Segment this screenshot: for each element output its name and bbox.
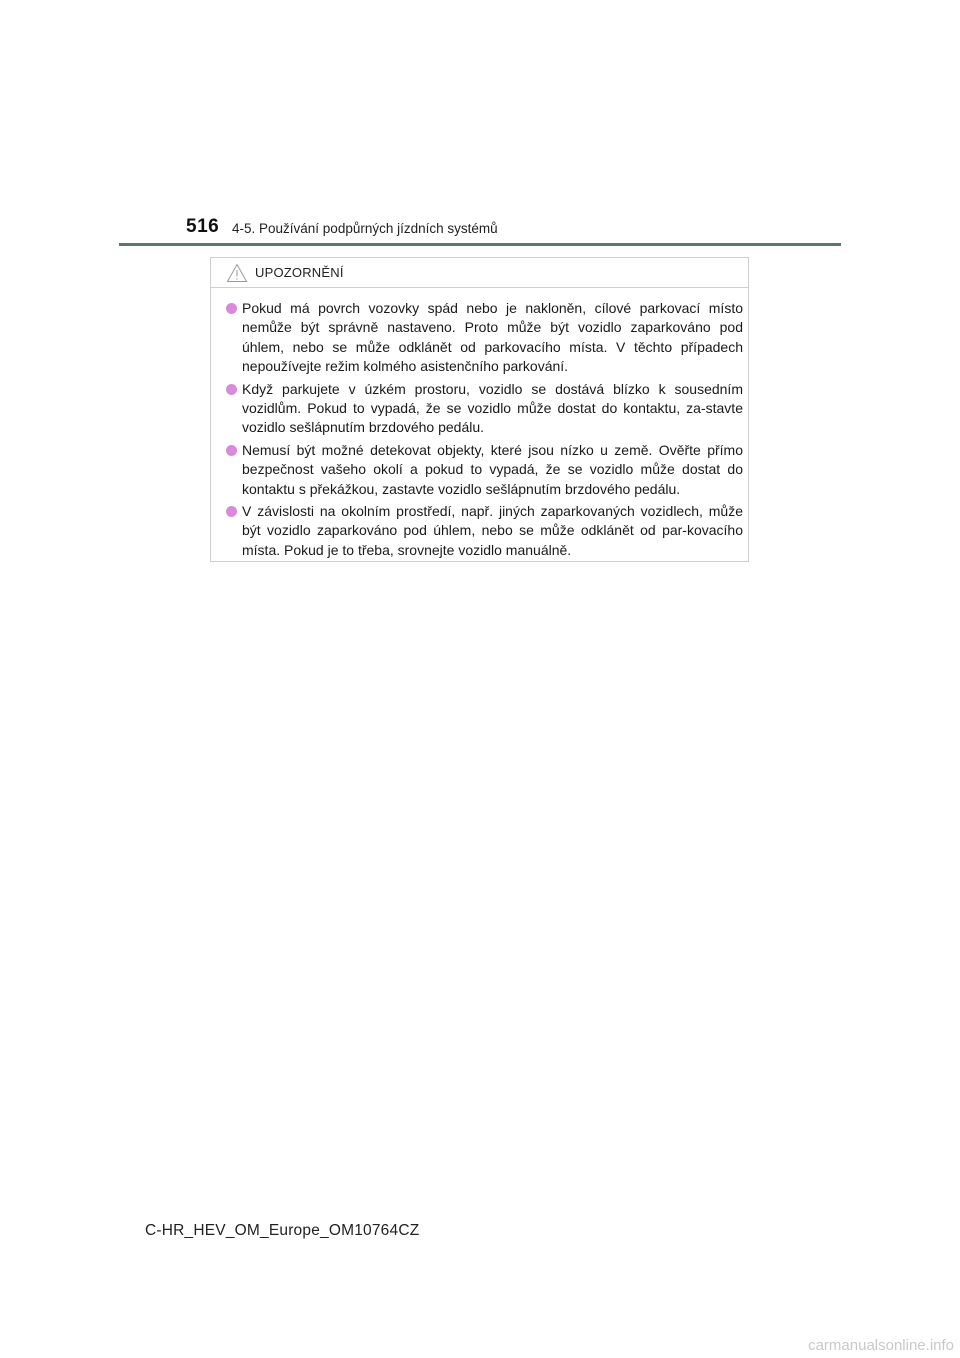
warning-item-text: Nemusí být možné detekovat objekty, které jsou nízko u země. Ověřte přímo bezpečnost vašeho okolí a pokud to vypadá, že se vozidlo může dostat do kontaktu s překážkou, zastavte vozidlo sešlápnutím brzdového pedálu. <box>242 441 743 497</box>
bullet-dot-icon <box>226 384 237 395</box>
warning-item <box>225 502 743 560</box>
warning-item <box>225 441 743 499</box>
warning-list <box>225 299 743 563</box>
watermark: carmanualsonline.info <box>808 1337 954 1354</box>
warning-item <box>225 299 743 377</box>
warning-item-text: Když parkujete v úzkém prostoru, vozidlo se dostává blízko k sousedním vozidlům. Pokud to vypadá, že se vozidlo může dostat do kontaktu, za-stavte vozidlo sešlápnutím brzdového pedálu. <box>242 380 743 436</box>
warning-item <box>225 380 743 438</box>
bullet-dot-icon <box>226 445 237 456</box>
warning-header <box>211 258 748 288</box>
warning-label: UPOZORNĚNÍ <box>255 265 344 280</box>
warning-item-text: V závislosti na okolním prostředí, např. jiných zaparkovaných vozidlech, může být vozidlo zaparkováno pod úhlem, nebo se může odklánět od par-kovacího místa. Pokud je to třeba, srovnejte vozidlo manuálně. <box>242 503 743 558</box>
warning-triangle-icon <box>226 263 248 283</box>
section-title: 4-5. Používání podpůrných jízdních systémů <box>232 221 498 236</box>
page-number: 516 <box>186 216 220 237</box>
document-code: C-HR_HEV_OM_Europe_OM10764CZ <box>145 1222 420 1239</box>
warning-box <box>210 257 749 562</box>
bullet-dot-icon <box>226 506 237 517</box>
header-divider <box>119 243 841 246</box>
warning-item-text: Pokud má povrch vozovky spád nebo je nakloněn, cílové parkovací místo nemůže být správně nastaveno. Proto může být vozidlo zaparkováno pod úhlem, nebo se může odklánět od parkovacího místa. V těchto případech nepoužívejte režim kolmého asistenčního parkování. <box>242 300 743 375</box>
bullet-dot-icon <box>226 303 237 314</box>
